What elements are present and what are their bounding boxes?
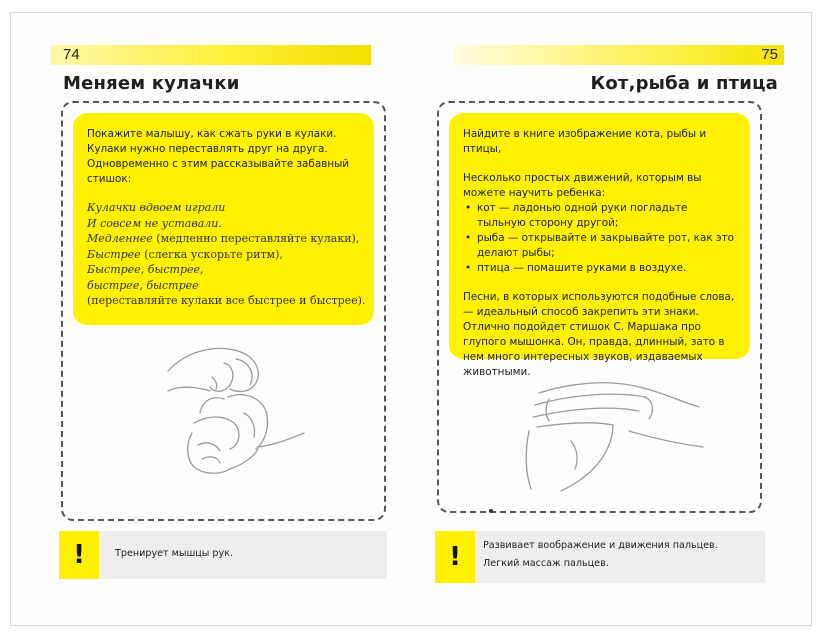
movement-list [463, 201, 738, 276]
page-title: Кот,рыба и птица [590, 73, 778, 94]
lead-text: Несколько простых движений, которым вы можете научить ребенка: [463, 172, 702, 199]
exclamation-icon: ! [435, 531, 475, 583]
poem-line [87, 231, 362, 247]
instruction-text: Покажите малышу, как сжать руки в кулаки. Кулаки нужно переставлять друг на друга. Одновременно с этим рассказывайте забавный стишок: [87, 128, 350, 185]
list-item: • птица — помашите руками в воздухе. [463, 261, 738, 276]
page-number: 75 [454, 45, 784, 65]
fists-illustration [158, 341, 308, 491]
poem-word: Медленнее [87, 232, 153, 245]
left-page [51, 43, 416, 603]
poem-note: (медленно переставляйте кулаки), [152, 232, 360, 245]
exclamation-icon: ! [59, 531, 99, 579]
right-page [419, 43, 784, 603]
poem-word: Быстрее [87, 247, 141, 261]
hands-illustration [509, 371, 709, 501]
bullet-dot [489, 509, 493, 513]
poem-line: Быстрее, быстрее, [87, 263, 204, 276]
footer-note [435, 531, 765, 583]
list-item: • рыба — открывайте и закрывайте рот, как это делают рыбы; [463, 231, 738, 261]
poem-line: быстрее, быстрее [87, 278, 199, 292]
spacer [463, 276, 738, 290]
instruction-box [449, 113, 750, 378]
exercise-frame [437, 101, 762, 513]
poem-line: (переставляйте кулаки все быстрее и быстрее). [87, 294, 366, 307]
book-spread [10, 12, 812, 626]
closing-text: Песни, в которых используются подобные слова, — идеальный способ закрепить эти знаки. Отлично подойдет стишок С. Маршака про глупого мышонка. Он, правда, длинный, зато в нем много интересных звуков, издаваемых животными. [463, 291, 735, 378]
instruction-text: Найдите в книге изображение кота, рыбы и птицы, [463, 128, 707, 155]
footer-line: Развивает воображение и движения пальцев. [483, 540, 718, 551]
poem-line: И совсем не уставали. [87, 216, 222, 230]
poem-note: (слегка ускорьте ритм), [140, 247, 283, 261]
instruction-box [73, 113, 374, 325]
exercise-frame [61, 101, 386, 521]
poem-line [87, 247, 362, 263]
spacer [463, 157, 738, 171]
footer-text: Тренирует мышцы рук. [115, 548, 234, 559]
page-number: 74 [51, 45, 371, 65]
footer-line: Легкий массаж пальцев. [483, 558, 609, 569]
page-title: Меняем кулачки [63, 73, 240, 94]
poem-line: Кулачки вдвоем играли [87, 201, 226, 214]
poem [87, 200, 366, 309]
list-item: • кот — ладонью одной руки погладьте тыльную сторону другой; [463, 201, 738, 231]
footer-note [59, 531, 387, 579]
footer-text [483, 537, 718, 573]
